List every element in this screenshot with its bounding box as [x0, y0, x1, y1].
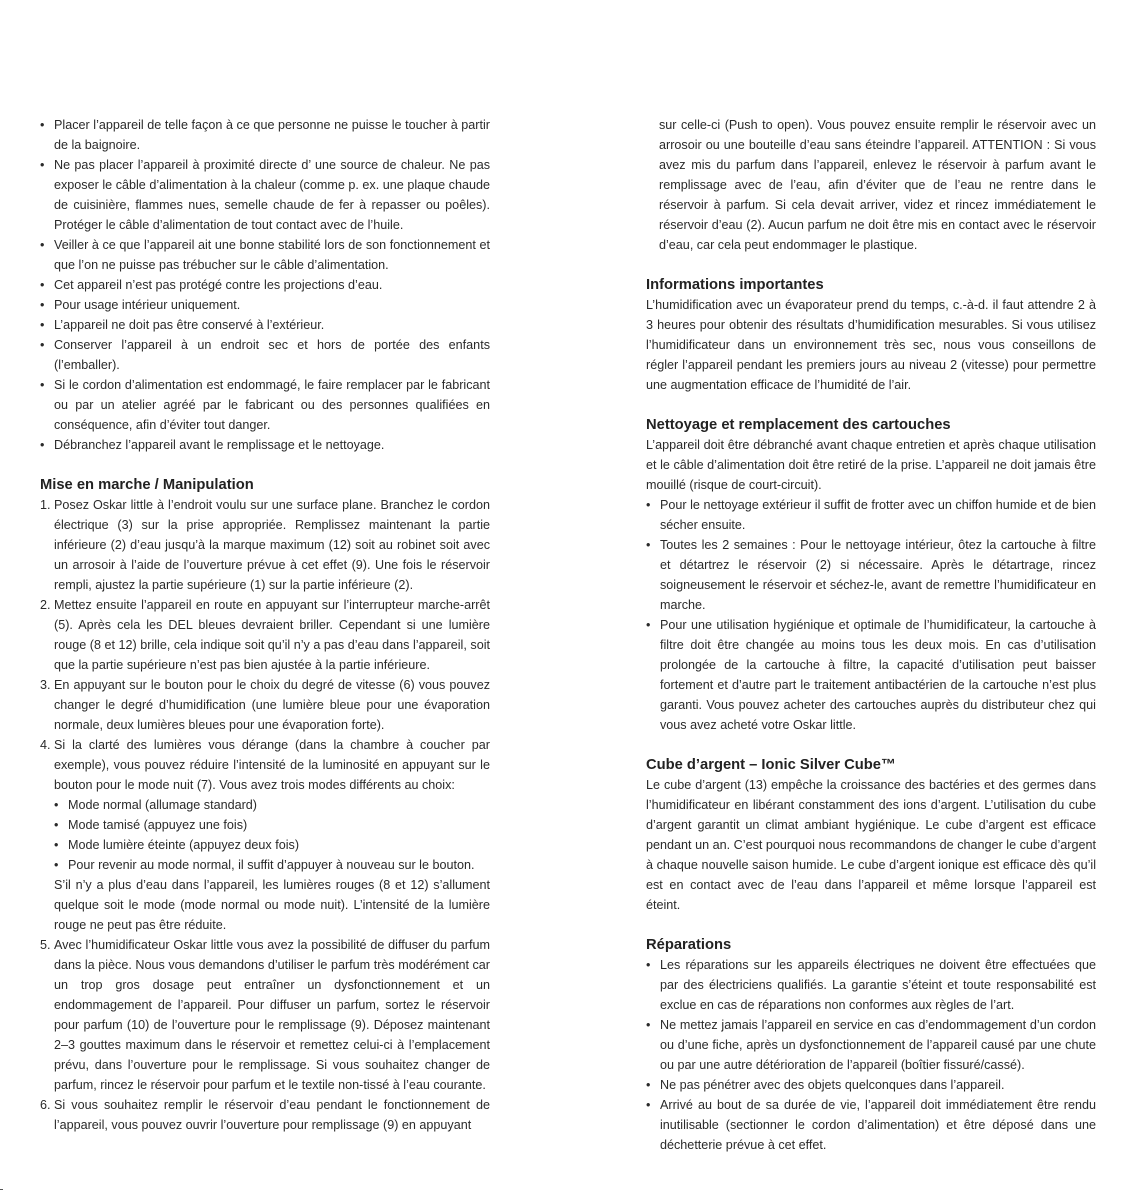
list-item: • Ne pas placer l’appareil à proximité directe d’ une source de chaleur. Ne pas exposer le câble d’alimentation à la chaleur (comme p. ex. une plaque chaude de cuisinière, flammes nues, semelle chaude de fer à repasser ou poêles). Protéger le câble d’alimentation de tout contact avec de l’huile. — [40, 155, 490, 235]
list-item: • Mode normal (allumage standard) — [54, 795, 490, 815]
continued-paragraph: sur celle-ci (Push to open). Vous pouvez ensuite remplir le réservoir avec un arrosoir ou une bouteille d’eau sans éteindre l’appareil. ATTENTION : Si vous avez mis du parfum dans l’appareil, enlevez le réservoir à parfum avant le remplissage avec de l’eau, afin d’éviter que de l’eau ne rentre dans le réservoir à parfum. Si cela devait arriver, videz et rincez immédiatement le réservoir d’eau (2). Aucun parfum ne doit être mis en contact avec le réservoir d’eau, car cela peut endommager le plastique. — [659, 118, 1096, 252]
mode-sub-list — [54, 795, 490, 875]
list-item: • Mode tamisé (appuyez une fois) — [54, 815, 490, 835]
step-number: 5. — [40, 938, 51, 952]
list-item: • Pour usage intérieur uniquement. — [40, 295, 490, 315]
step-number: 4. — [40, 738, 51, 752]
list-item: • Débranchez l’appareil avant le remplissage et le nettoyage. — [40, 435, 490, 455]
step-text: Posez Oskar little à l’endroit voulu sur une surface plane. Branchez le cordon électrique (3) sur la prise appropriée. Remplissez maintenant la partie inférieure (2) d’eau jusqu’à la marque maximum (12) soit au robinet soit avec un arrosoir à l’aide de l’ouverture prévue à cet effet (9). Une fois le réservoir rempli, ajustez la partie supérieure (1) sur la partie inférieure (2). — [54, 498, 490, 592]
step-note: S’il n’y a plus d’eau dans l’appareil, les lumières rouges (8 et 12) s’allument quelque soit le mode (mode normal ou mode nuit). L’intensité de la lumière rouge ne peut pas être réduite. — [54, 878, 490, 932]
section-heading: Réparations — [646, 937, 732, 953]
list-item: • Pour une utilisation hygiénique et optimale de l’humidificateur, la cartouche à filtre doit être changée au moins tous les deux mois. En cas d’utilisation prolongée de la cartouche à filtre, la capacité d’utilisation peut baisser fortement et d’autre part le traitement antibactérien de la cartouche n’est plus garanti. Vous pouvez acheter des cartouches auprès du distributeur chez qui vous avez acheté votre Oskar little. — [646, 615, 1096, 735]
step-item — [40, 675, 490, 735]
step-item — [40, 1095, 490, 1135]
section-heading: Mise en marche / Manipulation — [40, 477, 254, 493]
steps-list — [40, 495, 490, 1135]
step-text: Mettez ensuite l’appareil en route en appuyant sur l’interrupteur marche-arrêt (5). Après cela les DEL bleues devraient briller. Cependant si une lumière rouge (8 et 12) brille, cela indique soit qu’il n’y a pas d’eau dans l’appareil, soit que la partie supérieure n’est pas bien ajustée à la partie inférieure. — [54, 598, 490, 672]
step-text: Si vous souhaitez remplir le réservoir d’eau pendant le fonctionnement de l’appareil, vous pouvez ouvrir l’ouverture pour remplissage (9) en appuyant — [54, 1098, 490, 1132]
spacer — [646, 255, 1096, 275]
step-number: 2. — [40, 598, 51, 612]
section-heading: Informations importantes — [646, 277, 824, 293]
list-item: • Pour le nettoyage extérieur il suffit de frotter avec un chiffon humide et de bien sécher ensuite. — [646, 495, 1096, 535]
list-item: • Cet appareil n’est pas protégé contre les projections d’eau. — [40, 275, 490, 295]
step-item — [40, 735, 490, 935]
step-text: En appuyant sur le bouton pour le choix du degré de vitesse (6) vous pouvez changer le degré d’humidification (une lumière bleue pour une évaporation normale, deux lumières bleues pour une évaporation forte). — [54, 678, 490, 732]
list-item: • Conserver l’appareil à un endroit sec et hors de portée des enfants (l’emballer). — [40, 335, 490, 375]
section-heading: Nettoyage et remplacement des cartouches — [646, 417, 951, 433]
spacer — [646, 915, 1096, 935]
step-item — [40, 595, 490, 675]
cleaning-bullet-list — [646, 495, 1096, 735]
list-item: • Les réparations sur les appareils électriques ne doivent être effectuées que par des électriciens qualifiés. La garantie s’éteint et toute responsabilité est exclue en cas de réparations non conformes aux règles de l’art. — [646, 955, 1096, 1015]
spacer — [40, 455, 490, 475]
crop-mark — [0, 1189, 3, 1190]
right-column — [646, 115, 1096, 1155]
list-item: • Veiller à ce que l’appareil ait une bonne stabilité lors de son fonctionnement et que l’on ne puisse pas trébucher sur le câble d’alimentation. — [40, 235, 490, 275]
step-text: Si la clarté des lumières vous dérange (dans la chambre à coucher par exemple), vous pouvez réduire l’intensité de la luminosité en appuyant sur le bouton pour le mode nuit (7). Vous avez trois modes différents au choix: — [54, 738, 490, 792]
list-item: • Placer l’appareil de telle façon à ce que personne ne puisse le toucher à partir de la baignoire. — [40, 115, 490, 155]
list-item: • Pour revenir au mode normal, il suffit d’appuyer à nouveau sur le bouton. — [54, 855, 490, 875]
list-item: • Si le cordon d’alimentation est endommagé, le faire remplacer par le fabricant ou par un atelier agréé par le fabricant ou des personnes qualifiées en conséquence, afin d’éviter tout danger. — [40, 375, 490, 435]
paragraph: Le cube d’argent (13) empêche la croissance des bactéries et des germes dans l’humidificateur en libérant constamment des ions d’argent. L’utilisation du cube d’argent garantit un climat ambiant hygiénique. Le cube d’argent est efficace pendant un an. C’est pourquoi nous recommandons de changer le cube d’argent à chaque nouvelle saison humide. Le cube d’argent ionique est efficace dès qu’il est en contact avec de l’eau dans l’appareil et même lorsque l’appareil est éteint. — [646, 778, 1096, 912]
list-item: • Ne pas pénétrer avec des objets quelconques dans l’appareil. — [646, 1075, 1096, 1095]
list-item: • Toutes les 2 semaines : Pour le nettoyage intérieur, ôtez la cartouche à filtre et détartrez le réservoir (2) si nécessaire. Après le détartrage, rincez soigneusement le réservoir et séchez-le, avant de remettre l’humidificateur en marche. — [646, 535, 1096, 615]
step-number: 3. — [40, 678, 51, 692]
list-item: • Mode lumière éteinte (appuyez deux fois) — [54, 835, 490, 855]
spacer — [646, 395, 1096, 415]
paragraph: L’appareil doit être débranché avant chaque entretien et après chaque utilisation et le câble d’alimentation doit être retiré de la prise. L’appareil ne doit jamais être mouillé (risque de court-circuit). — [646, 438, 1096, 492]
paragraph: L’humidification avec un évaporateur prend du temps, c.-à-d. il faut attendre 2 à 3 heures pour obtenir des résultats d’humidification mesurables. Si vous utilisez l’humidificateur dans un environnement très sec, nous vous conseillons de régler l’appareil pendant les premiers jours au niveau 2 (vitesse) pour permettre une augmentation efficace de l’humidité de l’air. — [646, 298, 1096, 392]
step-text: Avec l’humidificateur Oskar little vous avez la possibilité de diffuser du parfum dans la pièce. Nous vous demandons d’utiliser le parfum très modérément car un trop gros dosage peut entraîner un dysfonctionnement et un endommagement de l’appareil. Pour diffuser un parfum, sortez le réservoir pour parfum (10) de l’ouverture pour le remplissage (9). Déposez maintenant 2–3 gouttes maximum dans le réservoir et remettez celui-ci à l’emplacement prévu, dans l’ouverture pour le remplissage. Si vous souhaitez changer de parfum, rincez le réservoir pour parfum et le textile non-tissé à l’eau courante. — [54, 938, 490, 1092]
step-item — [40, 935, 490, 1095]
safety-bullet-list — [40, 115, 490, 455]
step-number: 6. — [40, 1098, 51, 1112]
spacer — [646, 735, 1096, 755]
list-item: • L’appareil ne doit pas être conservé à l’extérieur. — [40, 315, 490, 335]
section-heading: Cube d’argent – Ionic Silver Cube™ — [646, 757, 896, 773]
repairs-bullet-list — [646, 955, 1096, 1155]
step-item — [40, 495, 490, 595]
list-item: • Arrivé au bout de sa durée de vie, l’appareil doit immédiatement être rendu inutilisable (sectionner le cordon d’alimentation) et être déposé dans une déchetterie prévue à cet effet. — [646, 1095, 1096, 1155]
list-item: • Ne mettez jamais l’appareil en service en cas d’endommagement d’un cordon ou d’une fiche, après un dysfonctionnement de l’appareil causé par une chute ou par une autre détérioration de l’appareil (boîtier fissuré/cassé). — [646, 1015, 1096, 1075]
step-number: 1. — [40, 498, 51, 512]
left-column — [40, 115, 490, 1135]
